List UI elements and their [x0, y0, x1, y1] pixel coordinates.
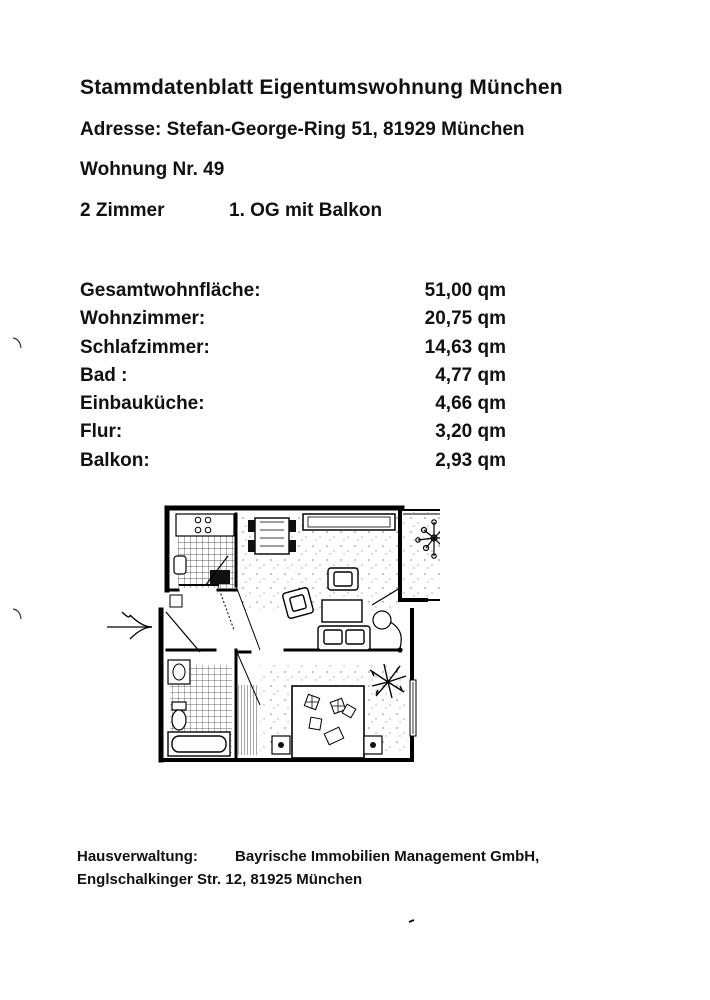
armchair: [328, 568, 358, 590]
area-label: Schlafzimmer:: [80, 336, 210, 358]
area-value: 20,75 qm: [424, 308, 506, 330]
area-row-bath: [80, 365, 506, 393]
management-line-1: [77, 848, 540, 865]
couch: [318, 626, 370, 650]
area-label: Bad :: [80, 364, 128, 386]
area-value: 4,66 qm: [435, 393, 506, 415]
management-label: Hausverwaltung:: [77, 848, 198, 865]
scan-mark: [408, 918, 416, 924]
area-row-total: [80, 280, 506, 308]
stove: [176, 514, 234, 536]
kitchen-sink: [174, 556, 186, 574]
area-value: 51,00 qm: [424, 280, 506, 301]
kitchen-counter: [210, 570, 230, 584]
floor-info: 1. OG mit Balkon: [229, 200, 383, 221]
room-count: 2 Zimmer: [80, 200, 165, 221]
management-company: Bayrische Immobilien Management GmbH,: [235, 848, 540, 865]
area-value: 3,20 qm: [435, 421, 506, 443]
area-value: 2,93 qm: [435, 449, 506, 471]
bedroom-wardrobe: [238, 685, 258, 755]
address-line: Adresse: Stefan-George-Ring 51, 81929 München: [80, 119, 525, 140]
management-address: Englschalkinger Str. 12, 81925 München: [77, 871, 363, 888]
coffee-table: [322, 600, 362, 622]
area-row-hall: [80, 421, 506, 449]
area-row-bedroom: [80, 337, 506, 365]
area-value: 14,63 qm: [424, 336, 506, 358]
floor-lamp: [373, 611, 402, 652]
entrance-arrow-icon: [107, 612, 152, 639]
armchair: [282, 587, 314, 619]
area-row-living: [80, 308, 506, 336]
area-table: [80, 280, 506, 478]
toilet: [172, 702, 186, 730]
apartment-number: Wohnung Nr. 49: [80, 159, 225, 180]
area-label: Flur:: [80, 421, 123, 443]
area-label: Gesamtwohnfläche:: [80, 280, 261, 301]
entrance-door-swing: [166, 612, 200, 652]
area-value: 4,77 qm: [435, 364, 506, 386]
area-row-kitchen: [80, 393, 506, 421]
hall-cabinet: [170, 595, 182, 607]
scan-mark: [12, 336, 24, 350]
sofa: [303, 514, 395, 530]
area-row-balcony: [80, 450, 506, 478]
area-label: Balkon:: [80, 449, 150, 471]
dining-table: [248, 518, 296, 554]
area-label: Wohnzimmer:: [80, 308, 206, 330]
area-label: Einbauküche:: [80, 393, 205, 415]
bathtub: [168, 732, 230, 756]
scan-mark: [12, 607, 24, 621]
floor-plan: [100, 500, 440, 775]
page-title: Stammdatenblatt Eigentumswohnung München: [80, 76, 563, 99]
